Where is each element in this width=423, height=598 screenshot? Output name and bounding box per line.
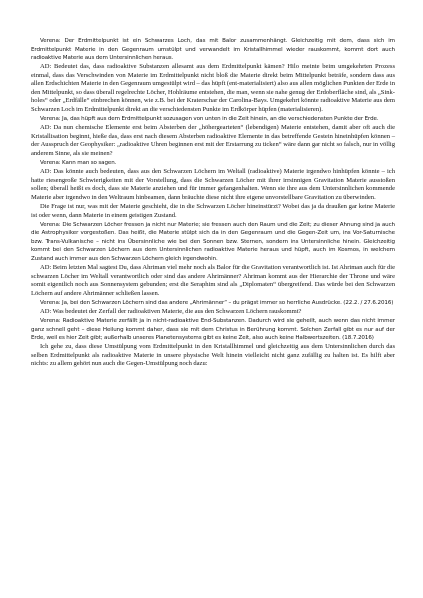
paragraph-verena-4: Verena: Die Schwarzen Löcher fressen ja nicht nur Materie; sie fressen auch den Raum und die Zeit; zu dieser Ahnung sind ja auch die Astrophysiker vorgestoßen. Das heißt, die Materie stülpt sich da in den Gegenraum und die Gegen-Zeit um, ins Vor-Saturnische bzw. Trans-Vulkanische – nicht ins Übersinnliche wie bei den Sonnen bzw. Sternen, sondern ins Untersinnliche hinein. Gleichzeitig kommt bei den Schwarzen Löchern aus dem Untersinnlichen radioaktive Materie heraus und hüpft, auch im Kosmos, in welchem Zustand auch immer aus den Schwarzen Löchern gleich irgendwohin. [31, 221, 395, 262]
paragraph-ad-5: AD: Was bedeutet der Zerfall der radioaktiven Materie, die aus den Schwarzen Löchern rauskommt? [40, 307, 302, 315]
paragraph-question: Die Frage ist nur, was mit der Materie geschieht, die in die Schwarzen Löcher hineinstürzt? Wobei das ja da draußen gar keine Materie ist oder wenn, dann Materie in einem geistigen Zustand. [31, 202, 395, 219]
paragraph-closing: Ich gehe zu, dass diese Umstülpung vom Erdmittelpunkt in den Kristallhimmel und gleichzeitig aus dem Untersinnlichen durch das selben Erdmittelpunkt als radioaktive Materie in unsere physische Welt hinein vielleicht nicht ganz zufällig zu halten ist. Es hilft aber nichts: zu allem gehört nun auch die Gegen-Umstülpung noch dazu: [31, 343, 395, 368]
paragraph-verena-2: Verena: Ja, das hüpft aus dem Erdmittelpunkt sozusagen von unten in die Zeit hinein, an die verschiedensten Punkte der Erde. [40, 116, 379, 123]
paragraph-ad-4: AD: Beim letzten Mal sagtest Du, dass Ahriman viel mehr noch als Balor für die Gravitation verantwortlich ist. Ist Ahriman auch für die schwarzen Löcher im Weltall verantwortlich oder sind das andere Ahrimänner? Ahriman kommt aus der Hierarchie der Throne und wäre somit eigentlich noch aus Sonnensystem gebunden; erst die Seraphim sind als „Diplomaten“ übergreifend. Das würde bei den Schwarzen Löchern auf andere Ahrimänner schließen lassen. [31, 263, 395, 297]
paragraph-ad-3: AD: Das könnte auch bedeuten, dass aus den Schwarzen Löchern im Weltall (radioaktive) Materie irgendwo hinhüpfen könnte – ich hatte riesengroße Schwierigkeiten mit der Vorstellung, dass die Schwarzen Löcher mit ihrer irrsinnigen Gravitation Materie ausstoßen sollen; überall heißt es doch, dass sie Materie anziehen und für immer gefangenhalten. Wenn sie ihre aus dem Untersinnlichen kommende Materie aber irgendwo in den Weltraum hinbeamen, dann bräuchte diese nicht ihre eigene unvorstellbare Gravitation zu überwinden. [31, 168, 395, 201]
document-page [31, 37, 395, 370]
paragraph-verena-1: Verena: Der Erdmittelpunkt ist ein Schwarzes Loch, das mit Balor zusammenhängt. Gleichzeitig mit dem, dass sich im Erdmittelpunkt Materie in den Gegenraum umstülpt und verwandelt im Kristallhimmel wieder rauskommt, kommt dort auch radioaktive Materie aus dem Untersinnlichen heraus. [31, 38, 395, 62]
paragraph-verena-5: Verena: Ja, bei den Schwarzen Löchern sind das andere „Ahrimänner“ – du prägst immer so herrliche Ausdrücke. (22.2. / 27.6.2016) [40, 299, 394, 306]
paragraph-verena-6: Verena: Radioaktive Materie zerfällt ja in nicht-radioaktive End-Substanzen. Dadurch wird sie geheilt, auch wenn das nicht immer ganz schnell geht – diese Heilung kommt daher, dass sie mit dem Christus in Berührung kommt. Solchen Zerfall gibt es nur auf der Erde, weil es hier Zeit gibt; außerhalb unseres Planetensystems gibt es keine Zeit, also auch keine Halbwertszeiten. (18.7.2016) [31, 318, 395, 342]
paragraph-verena-3: Verena: Kann man so sagen. [40, 160, 117, 167]
paragraph-ad-2: AD: Da nun chemische Elemente erst beim Absterben der „höhergearteten“ (lebendigen) Materie entstehen, damit aber oft auch die Kristallisation beginnt, hieße das, dass erst nach diesem Absterben radioaktive Elemente in das betreffende Gestein hineinhüpfen können – der Ausspruch der Geophysiker: „radioaktive Uhren beginnen erst mit der Erstarrung zu ticken“ wäre dann gar nicht so falsch, nur in völlig anderem Sinne, als sie meinen? [31, 124, 395, 157]
paragraph-ad-1: AD: Bedeutet das, dass radioaktive Substanzen allesamt aus dem Erdmittelpunkt kämen? Hilo meinte beim umgekehrten Prozess einmal, dass das Verschwinden von Materie im Erdmittelpunkt nicht bloß die Materie direkt beim Mittelpunkt beträfe, sondern dass aus allen Erdschichten Materie in den Gegenraum umgestülpt wird – das hüpft (ent-materialisiert) also aus allen möglichen Punkten der Erde in den Mittelpunkt, so dass überall regelrechte Löcher, Hohlräume entstehen, die man, wenn sie nahe genug der Erdoberfläche sind, als „Sink-holes“ oder „Erdfälle“ einbrechen können, wie z.B. bei der Kraterschar der Carolina-Bays. Umgekehrt könnte radioaktive Materie aus dem Schwarzen Loch im Erdmittelpunkt direkt an die verschiedensten Punkte im Erdkörper hüpfen (materialisieren). [31, 63, 395, 113]
